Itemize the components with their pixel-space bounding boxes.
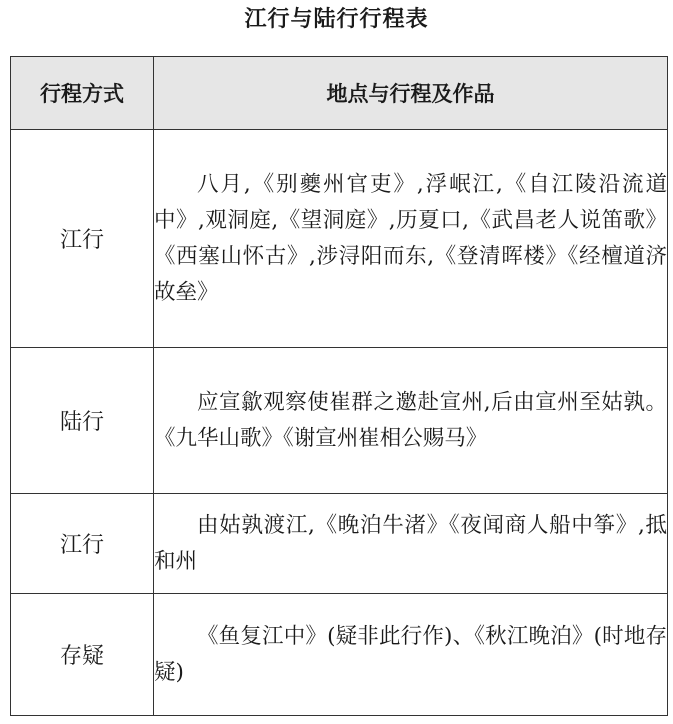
itinerary-detail-cell: 应宣歙观察使崔群之邀赴宣州,后由宣州至姑孰。《九华山歌》《谢宣州崔相公赐马》 [154, 348, 668, 494]
table-body [11, 130, 668, 716]
table-row [11, 494, 668, 594]
itinerary-detail-cell: 由姑孰渡江,《晚泊牛渚》《夜闻商人船中筝》,抵和州 [154, 494, 668, 594]
table-row [11, 130, 668, 348]
itinerary-detail-cell: 八月,《别夔州官吏》,浮岷江,《自江陵沿流道中》,观洞庭,《望洞庭》,历夏口,《武昌老人说笛歌》《西塞山怀古》,涉浔阳而东,《登清晖楼》《经檀道济故垒》 [154, 130, 668, 348]
header-places-itinerary-works: 地点与行程及作品 [154, 57, 668, 130]
itinerary-detail-cell: 《鱼复江中》(疑非此行作)、《秋江晚泊》(时地存疑) [154, 594, 668, 716]
table-header [11, 57, 668, 130]
travel-mode-cell: 存疑 [11, 594, 154, 716]
itinerary-table [10, 56, 668, 716]
header-travel-mode: 行程方式 [11, 57, 154, 130]
travel-mode-cell: 陆行 [11, 348, 154, 494]
table-row [11, 594, 668, 716]
table-title: 江行与陆行行程表 [244, 7, 429, 32]
table-row [11, 348, 668, 494]
travel-mode-cell: 江行 [11, 130, 154, 348]
travel-mode-cell: 江行 [11, 494, 154, 594]
header-row [11, 57, 668, 130]
